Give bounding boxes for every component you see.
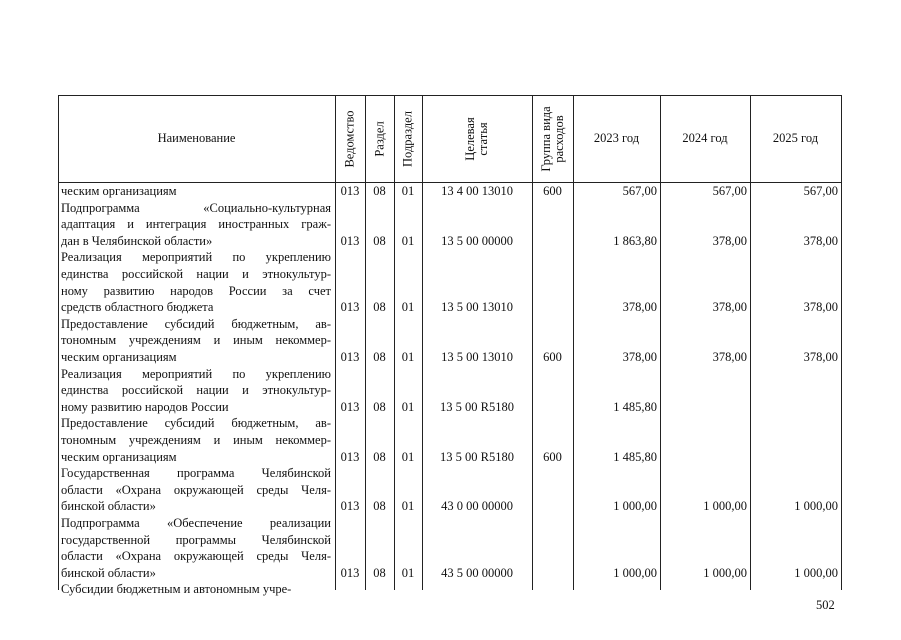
cell-2023: 1 485,80 xyxy=(613,449,657,464)
name-line: государственной программы Челябинской xyxy=(61,532,331,547)
header-target: Целевая статья xyxy=(463,116,490,161)
cell-vedomstvo: 013 xyxy=(340,449,360,464)
cell-2023: 378,00 xyxy=(622,300,657,315)
header-2023: 2023 год xyxy=(593,131,640,145)
cell-name xyxy=(61,415,331,465)
header-2024: 2024 год xyxy=(682,131,728,145)
cell-target: 13 5 00 13010 xyxy=(441,300,513,315)
cell-2023: 1 000,00 xyxy=(613,499,657,514)
header-vedomstvo: Ведомство xyxy=(342,109,357,168)
cell-target: 13 4 00 13010 xyxy=(441,184,513,198)
name-line: Подпрограмма «Социально-культурная xyxy=(61,200,331,215)
cell-razdel: 08 xyxy=(373,184,386,198)
cell-name xyxy=(61,465,331,515)
cell-vedomstvo: 013 xyxy=(340,233,360,248)
cell-podrazdel: 01 xyxy=(401,565,415,580)
cell-name xyxy=(61,183,331,200)
cell-target: 13 5 00 R5180 xyxy=(440,449,514,464)
cell-2023: 567,00 xyxy=(622,184,657,198)
cell-razdel: 08 xyxy=(373,300,386,315)
cell-2025: 567,00 xyxy=(803,184,838,198)
name-line: дан в Челябинской области» xyxy=(61,233,213,248)
header-group: Группа вида расходов xyxy=(538,105,566,172)
name-line: Предоставление субсидий бюджетным, ав- xyxy=(61,416,331,431)
name-line: ному развитию народов России xyxy=(61,399,229,414)
cell-2025: 378,00 xyxy=(803,300,838,315)
name-line: Предоставление субсидий бюджетным, ав- xyxy=(61,316,331,331)
cell-2024: 1 000,00 xyxy=(703,499,747,514)
cell-2024: 378,00 xyxy=(712,350,747,364)
cell-razdel: 08 xyxy=(373,399,386,414)
name-line: области «Охрана окружающей среды Челя- xyxy=(61,549,331,564)
name-line: бинской области» xyxy=(61,499,156,514)
name-line: адаптация и интеграция иностранных граж- xyxy=(61,217,331,232)
page-number: 502 xyxy=(816,598,835,612)
header-razdel: Раздел xyxy=(372,120,386,157)
cell-name xyxy=(61,581,331,598)
cell-name xyxy=(61,200,331,250)
name-line: тономным учреждениям и иным некоммер- xyxy=(61,432,331,447)
cell-2024: 567,00 xyxy=(712,184,747,198)
cell-target: 43 5 00 00000 xyxy=(441,565,513,580)
cell-podrazdel: 01 xyxy=(401,399,415,414)
cell-target: 13 5 00 00000 xyxy=(441,233,513,248)
cell-podrazdel: 01 xyxy=(401,300,415,315)
cell-razdel: 08 xyxy=(373,499,386,514)
cell-podrazdel: 01 xyxy=(401,350,415,364)
cell-vedomstvo: 013 xyxy=(340,350,360,364)
cell-2025: 378,00 xyxy=(803,233,838,248)
cell-name xyxy=(61,366,331,416)
cell-2023: 1 485,80 xyxy=(613,399,657,414)
cell-podrazdel: 01 xyxy=(401,233,415,248)
cell-2025: 1 000,00 xyxy=(794,499,838,514)
cell-podrazdel: 01 xyxy=(401,184,415,198)
budget-table xyxy=(58,95,842,597)
cell-2025: 378,00 xyxy=(803,350,838,364)
header-podrazdel: Подраздел xyxy=(400,110,415,167)
name-line: ческим организациям xyxy=(61,449,177,464)
cell-group: 600 xyxy=(543,350,562,364)
name-line: Подпрограмма «Обеспечение реализации xyxy=(61,516,331,530)
table-border-right xyxy=(841,95,842,590)
header-2025: 2025 год xyxy=(772,131,819,145)
cell-group: 600 xyxy=(543,184,562,198)
cell-vedomstvo: 013 xyxy=(340,184,360,198)
cell-2023: 378,00 xyxy=(622,350,657,364)
name-line: тономным учреждениям и иным некоммер- xyxy=(61,333,331,348)
cell-2024: 378,00 xyxy=(712,300,747,315)
cell-vedomstvo: 013 xyxy=(340,300,360,315)
cell-razdel: 08 xyxy=(373,565,386,580)
name-line: области «Охрана окружающей среды Челя- xyxy=(61,482,331,497)
name-line: Субсидии бюджетным и автономным учре- xyxy=(61,582,292,597)
cell-2024: 378,00 xyxy=(712,233,747,248)
name-line: единства российской нации и этнокультур- xyxy=(61,383,331,398)
cell-group: 600 xyxy=(543,449,562,464)
cell-name xyxy=(61,316,331,366)
name-line: ческим организациям xyxy=(61,184,177,198)
cell-2024: 1 000,00 xyxy=(703,565,747,580)
cell-target: 13 5 00 13010 xyxy=(441,350,513,364)
header-name: Наименование xyxy=(157,131,236,145)
cell-vedomstvo: 013 xyxy=(340,499,360,514)
cell-2023: 1 000,00 xyxy=(613,565,657,580)
cell-podrazdel: 01 xyxy=(401,499,415,514)
name-line: бинской области» xyxy=(61,565,156,580)
name-line: ному развитию народов России за счет xyxy=(61,283,331,298)
name-line: Государственная программа Челябинской xyxy=(61,466,331,481)
cell-podrazdel: 01 xyxy=(401,449,415,464)
name-line: Реализация мероприятий по укреплению xyxy=(61,250,331,265)
cell-name xyxy=(61,515,331,581)
name-line: средств областного бюджета xyxy=(61,300,214,315)
cell-vedomstvo: 013 xyxy=(340,565,360,580)
cell-name xyxy=(61,249,331,315)
cell-target: 43 0 00 00000 xyxy=(441,499,513,514)
cell-razdel: 08 xyxy=(373,350,386,364)
name-line: единства российской нации и этнокультур- xyxy=(61,266,331,281)
name-line: ческим организациям xyxy=(61,349,177,364)
cell-vedomstvo: 013 xyxy=(340,399,360,414)
cell-2025: 1 000,00 xyxy=(794,565,838,580)
cell-target: 13 5 00 R5180 xyxy=(440,399,514,414)
cell-razdel: 08 xyxy=(373,449,386,464)
name-line: Реализация мероприятий по укреплению xyxy=(61,366,331,381)
cell-razdel: 08 xyxy=(373,233,386,248)
cell-2023: 1 863,80 xyxy=(613,233,657,248)
